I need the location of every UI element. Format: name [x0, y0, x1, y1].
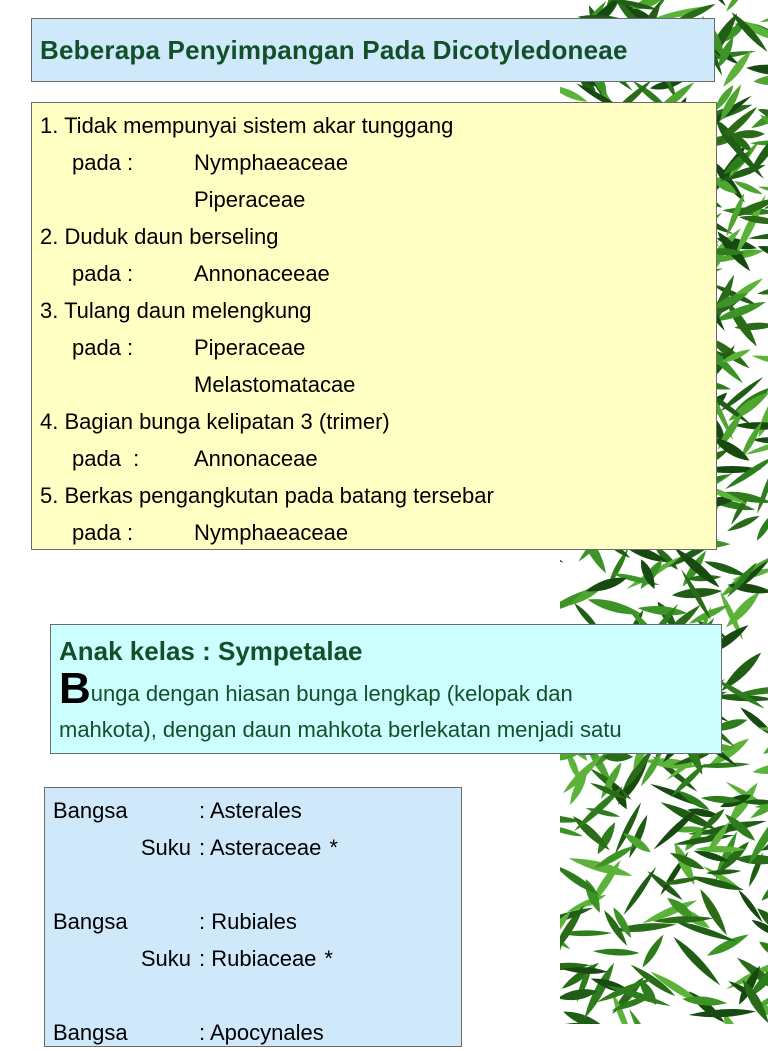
pada-label: pada :: [72, 446, 140, 471]
taxa-box: [44, 787, 462, 1047]
bangsa-row: [53, 792, 461, 829]
bangsa-row: [53, 903, 461, 940]
suku-value: : Asteraceae: [199, 835, 322, 860]
point-text: 3. Tulang daun melengkung: [40, 298, 312, 323]
list-item: [40, 403, 716, 440]
point-text: 1. Tidak mempunyai sistem akar tunggang: [40, 113, 454, 138]
asterisk-mark: *: [329, 835, 338, 860]
family-name: Nymphaeaceae: [194, 150, 349, 175]
bangsa-label: Bangsa: [53, 909, 128, 934]
subclass-box: [50, 624, 722, 754]
bangsa-label: Bangsa: [53, 1020, 128, 1045]
title-banner: [31, 18, 715, 82]
list-item: [40, 514, 716, 551]
deviation-list: [31, 102, 717, 550]
family-name: Annonaceeae: [194, 261, 330, 286]
bangsa-label: Bangsa: [53, 798, 128, 823]
list-item: [40, 181, 716, 218]
list-item: [40, 292, 716, 329]
list-item: [40, 329, 716, 366]
list-item: [40, 440, 716, 477]
family-name: Melastomatacae: [194, 372, 356, 397]
description-line: mahkota), dengan daun mahkota berlekatan menjadi satu: [59, 717, 622, 742]
subclass-title: Anak kelas : Sympetalae: [59, 636, 363, 666]
list-item: [40, 255, 716, 292]
bangsa-value: : Asterales: [199, 798, 302, 823]
point-text: 4. Bagian bunga kelipatan 3 (trimer): [40, 409, 390, 434]
family-name: Piperaceae: [194, 335, 306, 360]
asterisk-mark: *: [324, 946, 333, 971]
page-title: Beberapa Penyimpangan Pada Dicotyledoneae: [40, 34, 628, 65]
pada-label: pada :: [72, 335, 134, 360]
suku-label: Suku: [140, 946, 191, 971]
suku-value: : Rubiaceae: [199, 946, 317, 971]
subclass-description: [59, 664, 721, 748]
drop-initial: B: [59, 664, 91, 713]
suku-row: [53, 829, 461, 866]
suku-label: Suku: [140, 835, 191, 860]
pada-label: pada :: [72, 261, 134, 286]
list-item: [40, 218, 716, 255]
point-text: 2. Duduk daun berseling: [40, 224, 279, 249]
list-item: [40, 107, 716, 144]
suku-row: [53, 940, 461, 977]
list-item: [40, 366, 716, 403]
list-item: [40, 144, 716, 181]
family-name: Nymphaeaceae: [194, 520, 349, 545]
pada-label: pada :: [72, 520, 134, 545]
bangsa-value: : Rubiales: [199, 909, 297, 934]
point-text: 5. Berkas pengangkutan pada batang tersebar: [40, 483, 494, 508]
description-line: unga dengan hiasan bunga lengkap (kelopak dan: [90, 681, 573, 706]
bangsa-value: : Apocynales: [199, 1020, 324, 1045]
bangsa-row: [53, 1014, 461, 1051]
family-name: Annonaceae: [194, 446, 318, 471]
family-name: Piperaceae: [194, 187, 306, 212]
list-item: [40, 477, 716, 514]
pada-label: pada :: [72, 150, 134, 175]
